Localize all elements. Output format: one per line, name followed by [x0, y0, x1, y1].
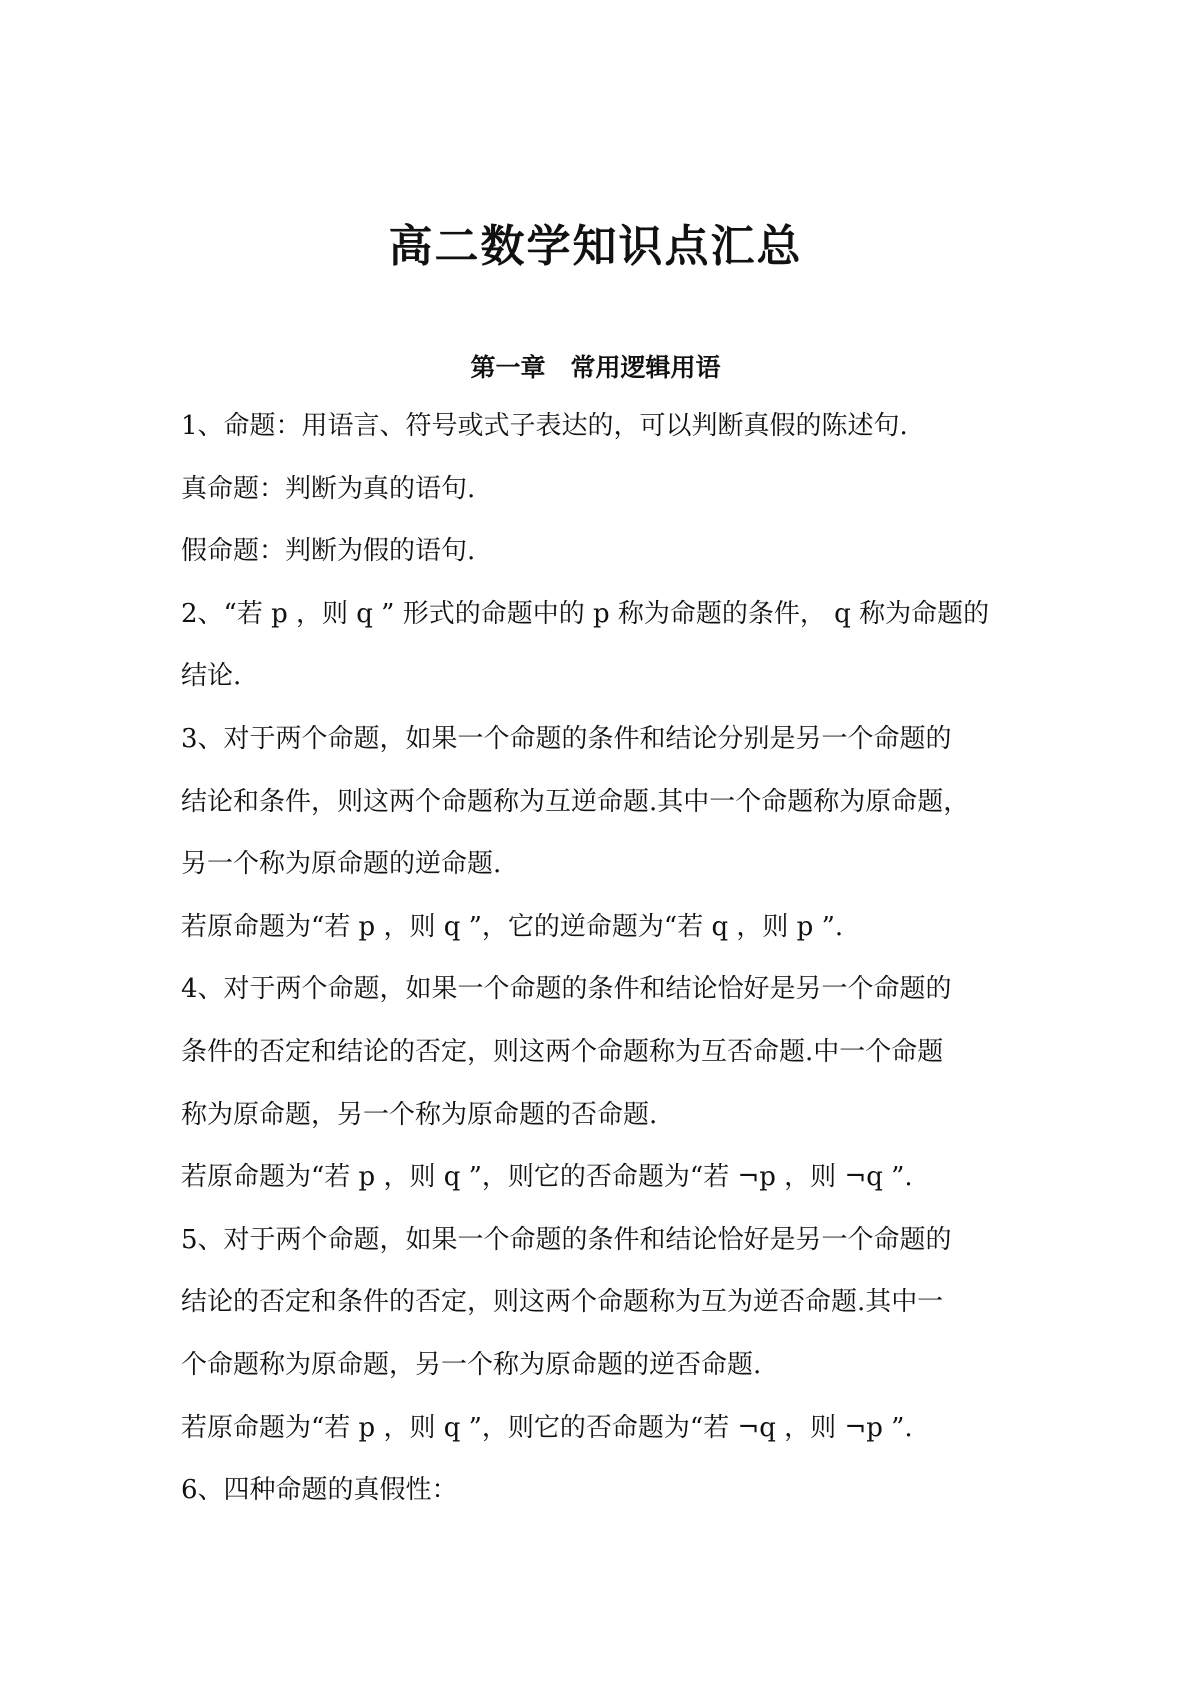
paragraph-line: 5、对于两个命题，如果一个命题的条件和结论恰好是另一个命题的	[181, 1224, 952, 1255]
paragraph-line: 结论.	[181, 661, 242, 692]
paragraph-line: 称为原命题，另一个称为原命题的否命题.	[181, 1099, 658, 1130]
paragraph-line: 条件的否定和结论的否定，则这两个命题称为互否命题.中一个命题	[181, 1036, 944, 1067]
paragraph-line: 6、四种命题的真假性：	[181, 1475, 458, 1506]
paragraph-line: 3、对于两个命题，如果一个命题的条件和结论分别是另一个命题的	[181, 723, 952, 754]
paragraph-line: 4、对于两个命题，如果一个命题的条件和结论恰好是另一个命题的	[181, 974, 952, 1005]
paragraph-line: 结论和条件，则这两个命题称为互逆命题.其中一个命题称为原命题，	[181, 786, 970, 817]
document-title: 高二数学知识点汇总	[388, 221, 803, 272]
paragraph-line: 若原命题为“若 p ，则 q ”，则它的否命题为“若 ¬q ，则 ¬p ”.	[181, 1412, 913, 1443]
paragraph-line: 另一个称为原命题的逆命题.	[181, 849, 502, 880]
document-body	[181, 408, 1021, 1535]
paragraph-line: 个命题称为原命题，另一个称为原命题的逆否命题.	[181, 1349, 762, 1380]
paragraph-line: 假命题：判断为假的语句.	[181, 536, 476, 567]
paragraph-line: 真命题：判断为真的语句.	[181, 473, 476, 504]
paragraph-line: 2、“若 p ，则 q ” 形式的命题中的 p 称为命题的条件， q 称为命题的	[181, 598, 990, 629]
paragraph-line: 若原命题为“若 p ，则 q ”，则它的否命题为“若 ¬p ，则 ¬q ”.	[181, 1162, 913, 1193]
paragraph-line: 若原命题为“若 p ，则 q ”，它的逆命题为“若 q ，则 p ”.	[181, 911, 844, 942]
paragraph-line: 1、命题：用语言、符号或式子表达的，可以判断真假的陈述句.	[181, 411, 908, 441]
paragraph-line: 结论的否定和条件的否定，则这两个命题称为互为逆否命题.其中一	[181, 1287, 944, 1318]
chapter-title: 第一章 常用逻辑用语	[470, 353, 721, 382]
